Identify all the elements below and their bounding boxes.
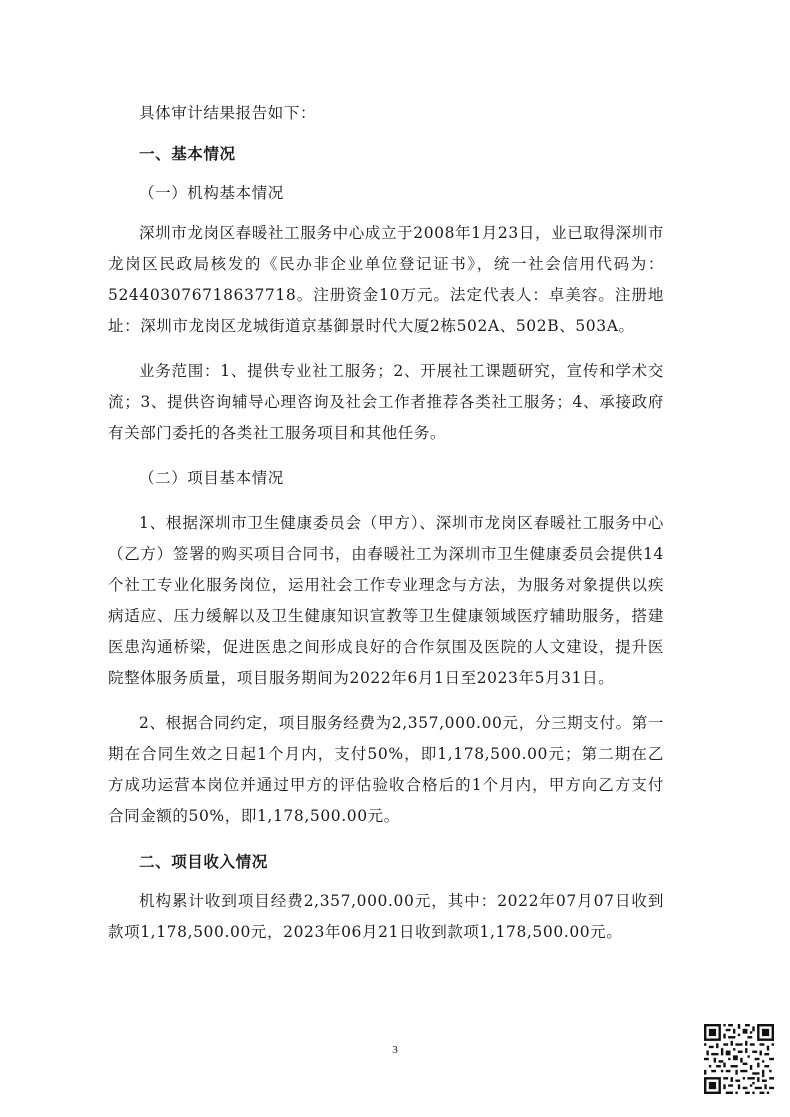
intro-text: 具体审计结果报告如下： xyxy=(139,104,317,122)
section-heading-income: 二、项目收入情况 xyxy=(139,852,268,871)
paragraph-org-registration: 深圳市龙岗区春暖社工服务中心成立于2008年1月23日，业已取得深圳市龙岗区民政局核发的《民办非企业单位登记证书》，统一社会信用代码为：524403076718637718。注册资金10万元。法定代表人：卓美容。注册地址：深圳市龙岗区龙城街道京基御景时代大厦2栋502A、502B、503A。 xyxy=(108,224,664,335)
qr-code-icon xyxy=(704,1024,774,1094)
paragraph-payment-terms: 2、根据合同约定，项目服务经费为2,357,000.00元，分三期支付。第一期在合同生效之日起1个月内，支付50%，即1,178,500.00元；第二期在乙方成功运营本岗位并通过甲方的评估验收合格后的1个月内，甲方向乙方支付合同金额的50%，即1,178,500.00元。 xyxy=(108,714,664,825)
paragraph-income-details: 机构累计收到项目经费2,357,000.00元，其中：2022年07月07日收到款项1,178,500.00元，2023年06月21日收到款项1,178,500.00元。 xyxy=(108,892,664,941)
subsection-heading-project-info: （二）项目基本情况 xyxy=(139,469,284,487)
paragraph-business-scope: 业务范围：1、提供专业社工服务；2、开展社工课题研究，宣传和学术交流；3、提供咨询辅导心理咨询及社会工作者推荐各类社工服务；4、承接政府有关部门委托的各类社工服务项目和其他任务。 xyxy=(108,362,664,442)
paragraph-project-contract: 1、根据深圳市卫生健康委员会（甲方）、深圳市龙岗区春暖社工服务中心（乙方）签署的购买项目合同书，由春暖社工为深圳市卫生健康委员会提供14个社工专业化服务岗位，运用社会工作专业理念与方法，为服务对象提供以疾病适应、压力缓解以及卫生健康知识宣教等卫生健康领域医疗辅助服务，搭建医患沟通桥梁，促进医患之间形成良好的合作氛围及医院的人文建设，提升医院整体服务质量，项目服务期间为2022年6月1日至2023年5月31日。 xyxy=(108,514,664,687)
page-number: 3 xyxy=(392,1044,398,1056)
section-heading-basic-info: 一、基本情况 xyxy=(139,144,236,163)
subsection-heading-org-info: （一）机构基本情况 xyxy=(139,184,284,202)
document-body xyxy=(108,98,664,948)
